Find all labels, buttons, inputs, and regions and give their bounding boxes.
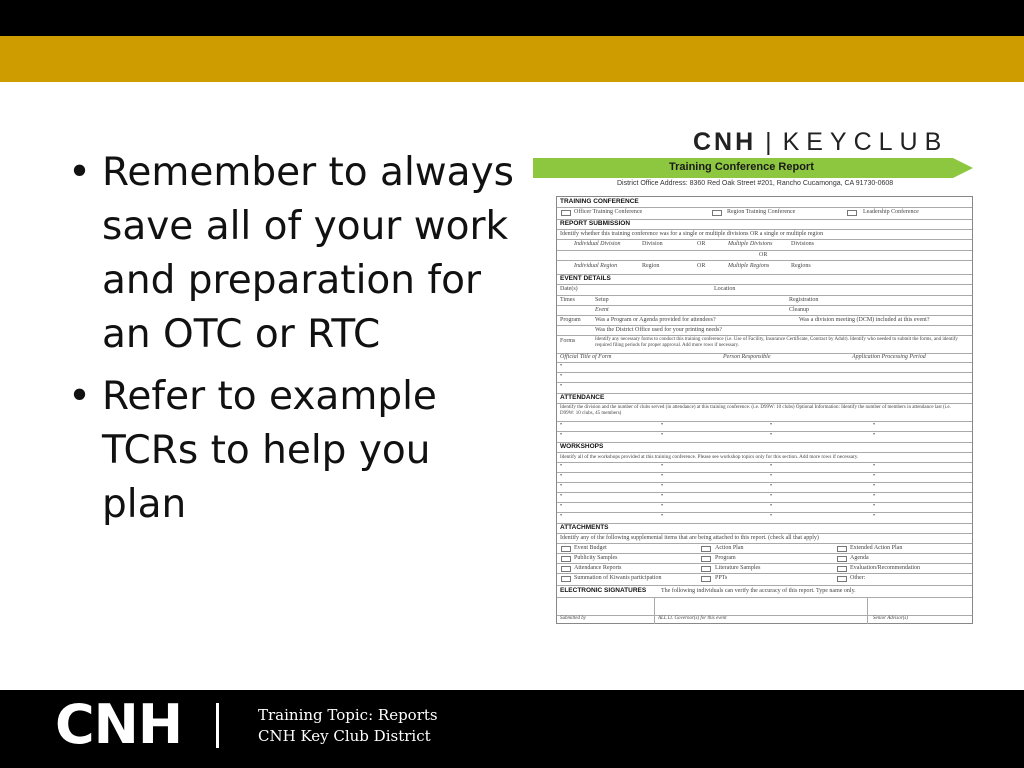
cnh-logo: CNH [55, 693, 183, 756]
attendance-note: Identify the division and the number of clubs served (in attendance) at this training conference. (i.e. D99W: 10 clubs) Optional Information: Identify the number of members in attendance last (i.e. D99W: 10 clubs, 45 members) [560, 405, 951, 416]
registration-label: Registration [789, 297, 819, 303]
bullet-item [66, 370, 516, 532]
submission-note: Identify whether this training conference was for a single or multiple divisions OR a single or multiple region [560, 231, 824, 237]
times-row-2 [557, 305, 972, 315]
section-report-submission: REPORT SUBMISSION [560, 220, 631, 227]
workshops-note-row [557, 452, 972, 462]
bullet-dot: • [68, 150, 92, 195]
col-person: Person Responsible [723, 354, 771, 360]
region-row [557, 260, 972, 272]
attachment-label: Program [715, 555, 736, 561]
division-row [557, 239, 972, 250]
brand-keyclub: KEYCLUB [782, 128, 949, 156]
section-attachments: ATTACHMENTS [560, 524, 609, 531]
section-event-details: EVENT DETAILS [560, 275, 611, 282]
region-field-label: Region [642, 263, 660, 269]
attachments-header [557, 523, 972, 533]
signature-fields-row [557, 597, 972, 615]
forms-entry-row: • [557, 382, 972, 392]
attachment-label: PPTs [715, 575, 728, 581]
conference-type: Leadership Conference [863, 209, 919, 215]
checkbox[interactable] [561, 556, 571, 562]
program-row-2 [557, 325, 972, 335]
or-label: OR [697, 241, 706, 247]
checkbox[interactable] [701, 576, 711, 582]
footer-topic [258, 705, 438, 747]
forms-entry-row: • [557, 372, 972, 382]
checkbox[interactable] [561, 546, 571, 552]
attachments-note: Identify any of the following supplemental items that are being attached to this report. (check all that apply) [560, 535, 819, 541]
attachments-row [557, 563, 972, 573]
forms-row [557, 335, 972, 353]
sig-senior-advisor: Senior Advisor(s) [873, 616, 909, 621]
printing-question: Was the District Office used for your printing needs? [595, 327, 723, 333]
attachment-label: Action Plan [715, 545, 744, 551]
report-submission-header [557, 219, 972, 229]
cleanup-label: Cleanup [789, 307, 809, 313]
checkbox[interactable] [561, 210, 571, 216]
forms-entry-row: • [557, 362, 972, 372]
workshop-row: • • • • [557, 502, 972, 512]
program-row-1 [557, 315, 972, 325]
bullet-text: Refer to example TCRs to help you plan [102, 374, 437, 527]
signature-labels-row [557, 615, 972, 624]
checkbox[interactable] [837, 566, 847, 572]
attachment-label: Agenda [850, 555, 869, 561]
attachments-row [557, 553, 972, 563]
bullet-list [66, 146, 516, 540]
dates-label: Date(s) [560, 286, 578, 292]
signatures-header [557, 585, 972, 597]
attachments-row [557, 543, 972, 553]
bullet-item [66, 146, 516, 362]
gold-accent-bar [0, 36, 1024, 82]
attendance-header [557, 393, 972, 403]
workshop-row: • • • • [557, 472, 972, 482]
submission-note-row [557, 229, 972, 239]
bullet-dot: • [68, 374, 92, 419]
program-label: Program [560, 317, 581, 323]
checkbox[interactable] [712, 210, 722, 216]
col-form-title: Official Title of Form [560, 354, 612, 360]
conference-type-row [557, 207, 972, 218]
signature-note: The following individuals can verify the accuracy of this report. Type name only. [661, 588, 856, 594]
event-details-header [557, 274, 972, 284]
regions-field-label: Regions [791, 263, 811, 269]
or-label: OR [759, 252, 768, 258]
forms-columns-row [557, 353, 972, 362]
report-title: Training Conference Report [669, 161, 814, 173]
division-label: Individual Division [574, 241, 621, 247]
workshop-row: • • • • [557, 482, 972, 492]
attachment-label: Evaluation/Recommendation [850, 565, 920, 571]
attachments-row [557, 573, 972, 583]
forms-label: Forms [560, 338, 576, 344]
checkbox[interactable] [837, 556, 847, 562]
attachment-label: Literature Samples [715, 565, 761, 571]
checkbox[interactable] [701, 546, 711, 552]
brand-cnh: CNH [693, 128, 757, 156]
bullet-text: Remember to always save all of your work and preparation for an OTC or RTC [102, 150, 514, 357]
attachment-label: Summation of Kiwanis participation [574, 575, 662, 581]
program-question: Was a Program or Agenda provided for attendees? [595, 317, 716, 323]
section-electronic-signatures: ELECTRONIC SIGNATURES [560, 587, 647, 594]
times-row-1 [557, 295, 972, 305]
attachment-label: Other: [850, 575, 866, 581]
attachments-note-row [557, 533, 972, 543]
workshops-header [557, 442, 972, 452]
attachment-label: Event Budget [574, 545, 607, 551]
footer-divider [216, 703, 219, 748]
or-label: OR [697, 263, 706, 269]
section-workshops: WORKSHOPS [560, 443, 604, 450]
region-label: Individual Region [574, 263, 618, 269]
multiple-regions-label: Multiple Regions [728, 263, 770, 269]
divisions-field-label: Divisions [791, 241, 815, 247]
times-label: Times [560, 297, 575, 303]
checkbox[interactable] [561, 566, 571, 572]
report-document-image [533, 124, 977, 628]
workshop-row: • • • • [557, 492, 972, 502]
attendance-row: • • • • [557, 431, 972, 441]
conference-type: Region Training Conference [727, 209, 796, 215]
division-field-label: Division [642, 241, 663, 247]
attachment-label: Attendance Reports [574, 565, 622, 571]
attendance-row: • • • • [557, 421, 972, 431]
section-attendance: ATTENDANCE [560, 394, 605, 401]
sig-submitted-by: Submitted by [560, 616, 586, 621]
location-label: Location [714, 286, 736, 292]
attendance-note-row [557, 403, 972, 421]
event-label: Event [595, 307, 609, 313]
attachment-label: Extended Action Plan [850, 545, 903, 551]
district-line: CNH Key Club District [258, 727, 431, 745]
or-row [557, 250, 972, 260]
checkbox[interactable] [701, 556, 711, 562]
checkbox[interactable] [847, 210, 857, 216]
dates-row [557, 284, 972, 295]
checkbox[interactable] [837, 546, 847, 552]
footer-bar [0, 690, 1024, 768]
multiple-divisions-label: Multiple Divisions [728, 241, 773, 247]
checkbox[interactable] [837, 576, 847, 582]
report-form [556, 196, 973, 624]
setup-label: Setup [595, 297, 609, 303]
checkbox[interactable] [561, 576, 571, 582]
training-topic-line: Training Topic: Reports [258, 706, 438, 724]
cnh-keyclub-brand [693, 128, 948, 157]
section-training-conference: TRAINING CONFERENCE [560, 198, 639, 205]
workshop-row: • • • • [557, 462, 972, 472]
district-address: District Office Address: 8360 Red Oak Street #201, Rancho Cucamonga, CA 91730-0608 [617, 180, 894, 187]
forms-note: Identify any necessary forms to conduct this training conference (i.e. Use of Facility, Insurance Certificate, Contract by Adult). Identify who needed to submit the forms, and identify required filing periods for proper approval. Add more rows if necessary. [595, 337, 958, 348]
workshop-row: • • • • [557, 512, 972, 522]
checkbox[interactable] [701, 566, 711, 572]
attachment-label: Publicity Samples [574, 555, 618, 561]
col-period: Application Processing Period [852, 354, 926, 360]
conference-type: Officer Training Conference [574, 209, 643, 215]
dcm-question: Was a division meeting (DCM) included at this event? [799, 317, 930, 323]
sig-lt-governor: ALL Lt. Governor(s) for this event [658, 616, 727, 621]
brand-separator: | [765, 128, 774, 156]
top-black-bar [0, 0, 1024, 36]
workshops-note: Identify all of the workshops provided at this training conference. Please see workshop topics only for this section. Add more rows if necessary. [560, 454, 859, 460]
